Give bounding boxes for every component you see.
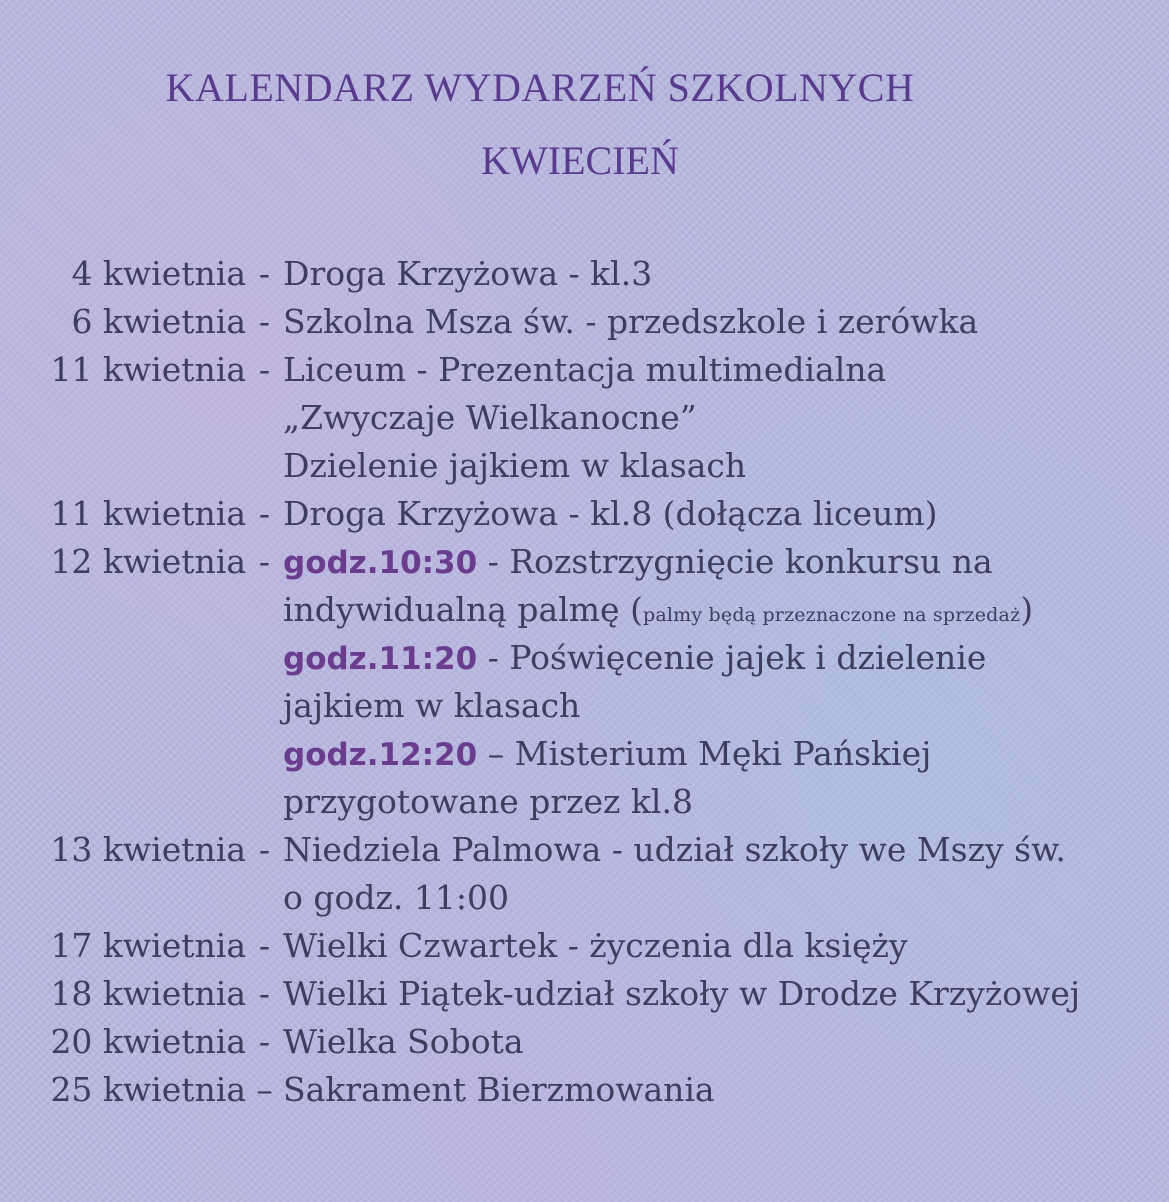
event-row <box>0 922 1169 970</box>
event-separator: - <box>258 974 271 1013</box>
page-title: KALENDARZ WYDARZEŃ SZKOLNYCH <box>165 65 915 110</box>
event-description <box>283 1018 1169 1066</box>
event-note-paren: ( <box>630 590 643 629</box>
event-text: - Rozstrzygnięcie konkursu na <box>477 542 993 581</box>
event-time: godz.12:20 <box>283 737 478 773</box>
event-separator: - <box>258 830 271 869</box>
event-separator: - <box>258 350 271 389</box>
month-heading: KWIECIEŃ <box>481 138 679 183</box>
event-line <box>283 538 1169 586</box>
event-separator: - <box>258 302 271 341</box>
event-text: indywidualną palmę <box>283 590 631 629</box>
event-date: 4 kwietnia <box>71 254 246 293</box>
event-date: 20 kwietnia <box>50 1022 246 1061</box>
event-line: „Zwyczaje Wielkanocne” <box>283 398 697 437</box>
event-row <box>0 346 1169 490</box>
event-date: 6 kwietnia <box>71 302 246 341</box>
events-list <box>0 250 1169 1114</box>
event-note-paren: ) <box>1020 590 1034 629</box>
event-description <box>283 346 1169 490</box>
event-separator: - <box>258 494 271 533</box>
event-line: Droga Krzyżowa - kl.8 (dołącza liceum) <box>283 494 938 533</box>
event-line: Liceum - Prezentacja multimedialna <box>283 350 887 389</box>
event-description <box>283 538 1169 826</box>
event-line: Sakrament Bierzmowania <box>283 1070 715 1109</box>
event-description <box>283 298 1169 346</box>
event-separator: - <box>258 542 271 581</box>
event-date: 17 kwietnia <box>50 926 246 965</box>
event-note: palmy będą przeznaczone na sprzedaż <box>642 604 1021 626</box>
event-description <box>283 922 1169 970</box>
event-line: Dzielenie jajkiem w klasach <box>283 446 747 485</box>
event-separator: - <box>258 926 271 965</box>
event-line: Szkolna Msza św. - przedszkole i zerówka <box>283 302 979 341</box>
event-line: jajkiem w klasach <box>283 686 581 725</box>
event-date: 12 kwietnia <box>50 542 246 581</box>
event-separator: - <box>258 1022 271 1061</box>
event-date: 25 kwietnia <box>50 1070 246 1109</box>
event-row <box>0 1018 1169 1066</box>
event-time: godz.11:20 <box>283 641 478 677</box>
event-line: przygotowane przez kl.8 <box>283 782 693 821</box>
event-line: Niedziela Palmowa - udział szkoły we Mszy św. <box>283 830 1066 869</box>
event-description <box>283 490 1169 538</box>
event-description <box>283 826 1169 922</box>
event-separator: - <box>258 254 271 293</box>
event-line: Wielki Piątek-udział szkoły w Drodze Krzyżowej <box>283 974 1081 1013</box>
event-row <box>0 826 1169 922</box>
event-line <box>283 730 1169 778</box>
event-line: Wielka Sobota <box>283 1022 524 1061</box>
event-time: godz.10:30 <box>283 545 478 581</box>
event-line <box>283 634 1169 682</box>
event-row <box>0 1066 1169 1114</box>
event-separator: – <box>256 1070 273 1109</box>
event-row <box>0 250 1169 298</box>
event-row <box>0 538 1169 826</box>
event-description <box>283 250 1169 298</box>
event-row <box>0 970 1169 1018</box>
event-date: 18 kwietnia <box>50 974 246 1013</box>
event-description <box>283 970 1169 1018</box>
event-text: - Poświęcenie jajek i dzielenie <box>477 638 987 677</box>
event-date: 11 kwietnia <box>50 350 246 389</box>
event-line: Droga Krzyżowa - kl.3 <box>283 254 653 293</box>
event-date: 11 kwietnia <box>50 494 246 533</box>
event-line <box>283 586 1169 634</box>
event-line: o godz. 11:00 <box>283 878 509 917</box>
event-row <box>0 298 1169 346</box>
event-description <box>283 1066 1169 1114</box>
event-date: 13 kwietnia <box>50 830 246 869</box>
event-text: – Misterium Męki Pańskiej <box>477 734 932 773</box>
event-row <box>0 490 1169 538</box>
event-line: Wielki Czwartek - życzenia dla księży <box>283 926 908 965</box>
